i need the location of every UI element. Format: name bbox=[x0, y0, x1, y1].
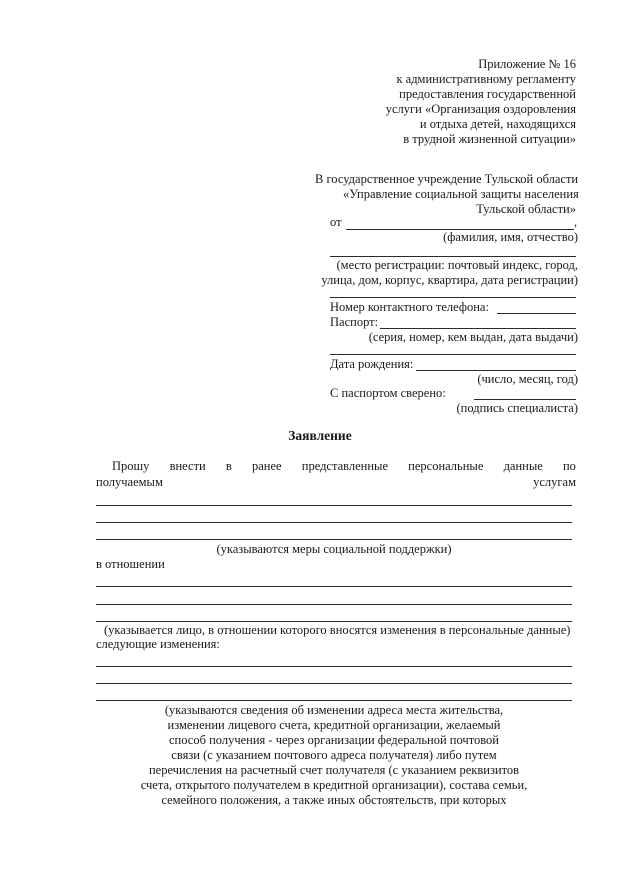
address-hint: улица, дом, корпус, квартира, дата регистрации) bbox=[321, 273, 578, 287]
intro-word: по bbox=[562, 459, 576, 473]
changes-label: следующие изменения: bbox=[96, 637, 220, 651]
appendix-line: предоставления государственной bbox=[399, 87, 576, 101]
address-hint: (место регистрации: почтовый индекс, город, bbox=[336, 258, 578, 272]
changes-hint-line: перечисления на расчетный счет получателя (с указанием реквизитов bbox=[148, 763, 520, 777]
measures-field-1[interactable] bbox=[96, 505, 572, 506]
birth-hint: (число, месяц, год) bbox=[477, 372, 578, 386]
changes-hint-line: изменении лицевого счета, кредитной организации, желаемый bbox=[167, 718, 501, 732]
person-field-1[interactable] bbox=[96, 586, 572, 587]
measures-hint: (указываются меры социальной поддержки) bbox=[216, 542, 452, 556]
passport-hint: (серия, номер, кем выдан, дата выдачи) bbox=[368, 330, 578, 344]
changes-hint-line: способ получения - через организации федеральной почтовой bbox=[169, 733, 499, 747]
phone-label: Номер контактного телефона: bbox=[330, 300, 489, 314]
intro-word: Прошу bbox=[112, 459, 150, 473]
intro-left: получаемым bbox=[96, 475, 163, 489]
address-field-2[interactable] bbox=[330, 297, 576, 298]
intro-word: ранее bbox=[251, 459, 282, 473]
changes-hint-line: связи (с указанием почтового адреса получателя) либо путем bbox=[171, 748, 497, 762]
intro-word: представленные bbox=[301, 459, 388, 473]
changes-field-1[interactable] bbox=[96, 666, 572, 667]
appendix-line: услуги «Организация оздоровления bbox=[385, 102, 576, 116]
intro-word: персональные bbox=[408, 459, 484, 473]
person-field-2[interactable] bbox=[96, 604, 572, 605]
phone-field[interactable] bbox=[497, 313, 576, 314]
passport-field[interactable] bbox=[380, 328, 576, 329]
document-title: Заявление bbox=[288, 428, 352, 443]
measures-field-2[interactable] bbox=[96, 522, 572, 523]
appendix-line: и отдыха детей, находящихся bbox=[419, 117, 576, 131]
changes-hint-line: семейного положения, а также иных обстоятельств, при которых bbox=[161, 793, 507, 807]
appendix-line: в трудной жизненной ситуации» bbox=[403, 132, 576, 146]
intro-word: данные bbox=[503, 459, 543, 473]
addressee-line: В государственное учреждение Тульской области bbox=[315, 172, 579, 186]
signature-field[interactable] bbox=[474, 399, 576, 400]
person-hint: (указывается лицо, в отношении которого вносятся изменения в персональные данные) bbox=[104, 623, 571, 637]
changes-hint-line: (указываются сведения об изменении адреса места жительства, bbox=[164, 703, 504, 717]
check-hint: (подпись специалиста) bbox=[456, 401, 578, 415]
fio-hint: (фамилия, имя, отчество) bbox=[443, 230, 578, 244]
check-label: С паспортом сверено: bbox=[330, 386, 446, 400]
relation-label: в отношении bbox=[96, 557, 165, 571]
changes-field-3[interactable] bbox=[96, 700, 572, 701]
addressee-line: Тульской области» bbox=[476, 202, 576, 216]
from-label: от bbox=[330, 215, 342, 229]
appendix-line: к административному регламенту bbox=[396, 72, 576, 86]
intro-right: услугам bbox=[533, 475, 576, 489]
changes-field-2[interactable] bbox=[96, 683, 572, 684]
birth-field[interactable] bbox=[416, 370, 576, 371]
measures-field-3[interactable] bbox=[96, 539, 572, 540]
appendix-number: Приложение № 16 bbox=[478, 57, 576, 71]
changes-hint-line: счета, открытого получателем в кредитной организации), состава семьи, bbox=[140, 778, 528, 792]
address-field[interactable] bbox=[330, 256, 576, 257]
person-field-3[interactable] bbox=[96, 621, 572, 622]
from-comma: , bbox=[574, 215, 578, 229]
intro-word: внести bbox=[169, 459, 206, 473]
passport-label: Паспорт: bbox=[330, 315, 379, 329]
intro-line bbox=[112, 459, 576, 474]
addressee-line: «Управление социальной защиты населения bbox=[343, 187, 579, 201]
passport-field-2[interactable] bbox=[330, 354, 576, 355]
birth-label: Дата рождения: bbox=[330, 357, 414, 371]
intro-word: в bbox=[225, 459, 232, 473]
